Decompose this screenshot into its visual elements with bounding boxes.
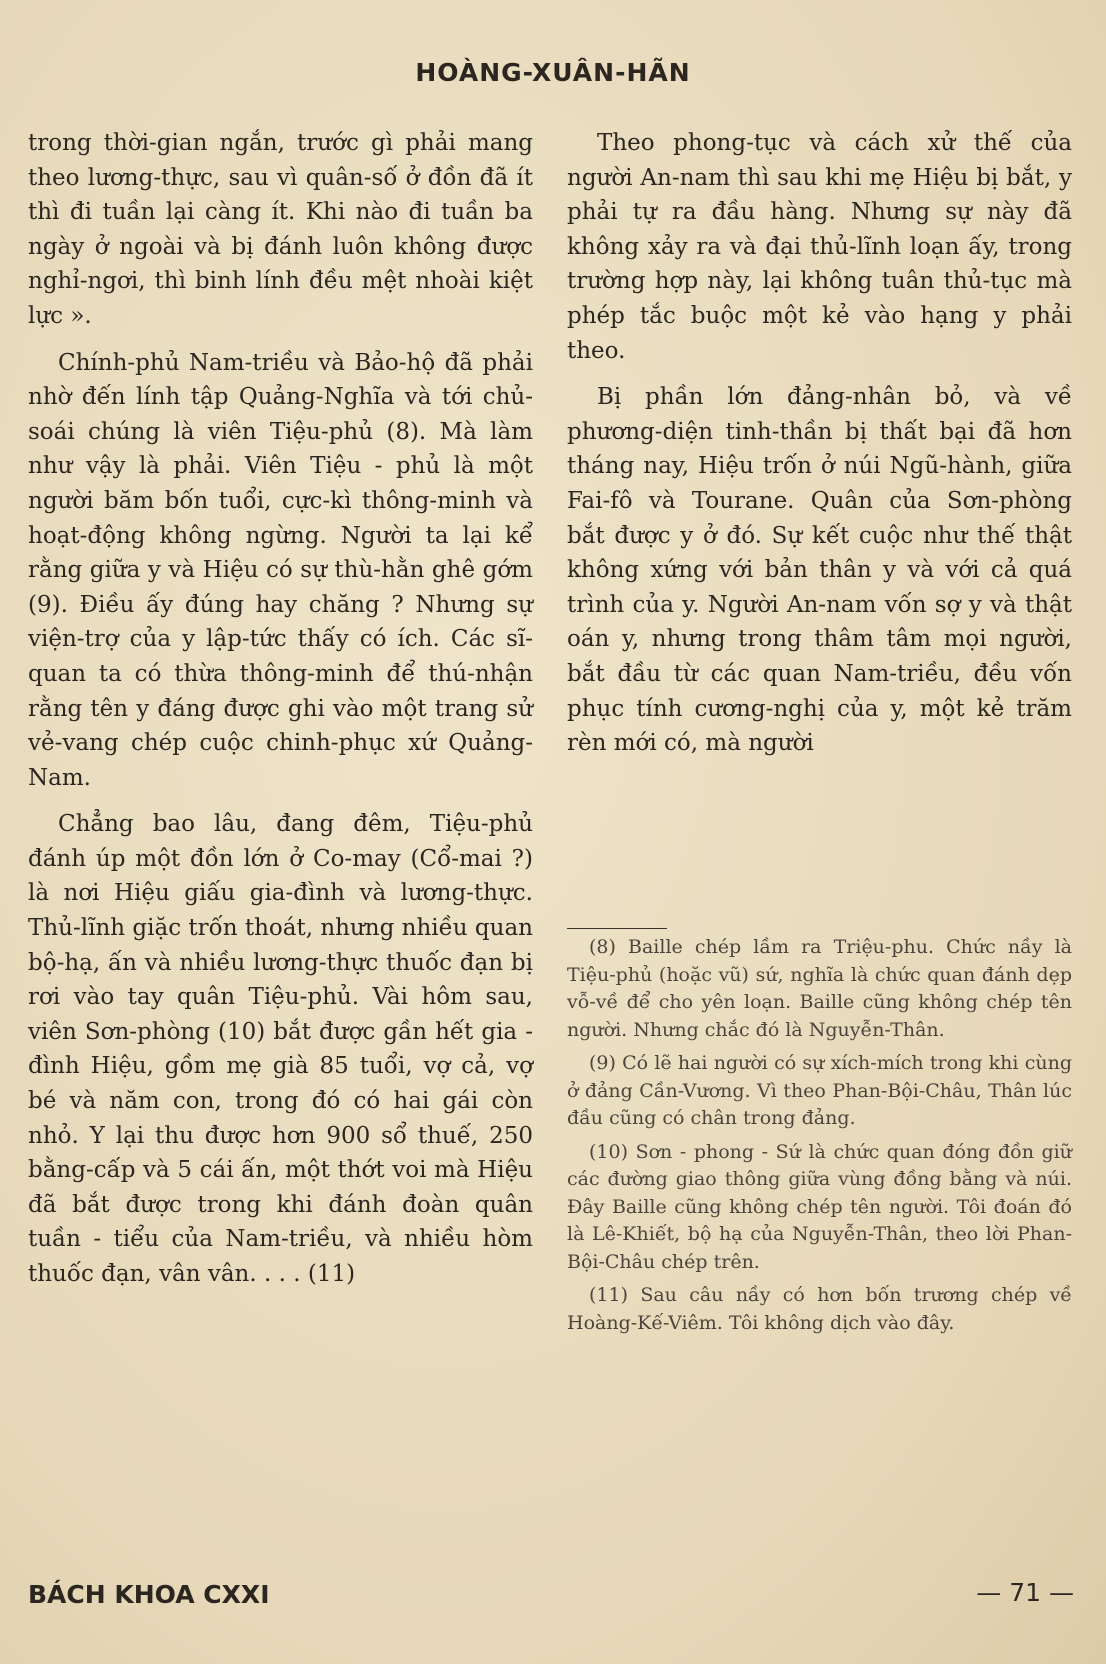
left-paragraph-3: Chẳng bao lâu, đang đêm, Tiệu-phủ đánh úp một đồn lớn ở Co-may (Cổ-mai ?) là nơi Hiệu giấu gia-đình và lương-thực. Thủ-lĩnh giặc trốn thoát, nhưng nhiều quan bộ-hạ, ấn và nhiều lương-thực thuốc đạn bị rơi vào tay quân Tiệu-phủ. Vài hôm sau, viên Sơn-phòng (10) bắt được gần hết gia - đình Hiệu, gồm mẹ già 85 tuổi, vợ cả, vợ bé và năm con, trong đó có hai gái còn nhỏ. Y lại thu được hơn 900 sổ thuế, 250 bằng-cấp và 5 cái ấn, một thớt voi mà Hiệu đã bắt được trong khi đánh đoàn quân tuần - tiểu của Nam-triều, và nhiều hòm thuốc đạn, vân vân. . . . (11) xyxy=(28,811,533,1287)
footnote-10: (10) Sơn - phong - Sứ là chức quan đóng đồn giữ các đường giao thông giữa vùng đồng bằng và núi. Đây Baille cũng không chép tên người. Tôi đoán đó là Lê-Khiết, bộ hạ của Nguyễn-Thân, theo lời Phan-Bội-Châu chép trên. xyxy=(567,1140,1072,1273)
footnotes xyxy=(567,934,1072,1343)
footnote-8: (8) Baille chép lầm ra Triệu-phu. Chức nầy là Tiệu-phủ (hoặc vũ) sứ, nghĩa là chức quan đánh dẹp vỗ-về để cho yên loạn. Baille cũng không chép tên người. Nhưng chắc đó là Nguyễn-Thân. xyxy=(567,936,1072,1041)
left-column xyxy=(28,126,533,1304)
page-header-title: HOÀNG-XUÂN-HÃN xyxy=(415,58,691,87)
footnote-divider xyxy=(567,928,667,929)
left-paragraph-2: Chính-phủ Nam-triều và Bảo-hộ đã phải nhờ đến lính tập Quảng-Nghĩa và tới chủ-soái chúng là viên Tiệu-phủ (8). Mà làm như vậy là phải. Viên Tiệu - phủ là một người băm bốn tuổi, cực-kì thông-minh và hoạt-động không ngừng. Người ta lại kể rằng giữa y và Hiệu có sự thù-hằn ghê gớm (9). Điều ấy đúng hay chăng ? Nhưng sự viện-trợ của y lập-tức thấy có ích. Các sĩ-quan ta có thừa thông-minh để thú-nhận rằng tên y đáng được ghi vào một trang sử vẻ-vang chép cuộc chinh-phục xứ Quảng-Nam. xyxy=(28,349,533,791)
right-paragraph-1: Theo phong-tục và cách xử thế của người An-nam thì sau khi mẹ Hiệu bị bắt, y phải tự ra đầu hàng. Nhưng sự này đã không xảy ra và đại thủ-lĩnh loạn ấy, trong trường hợp này, lại không tuân thủ-tục mà phép tắc buộc một kẻ vào hạng y phải theo. xyxy=(567,130,1072,364)
right-paragraph-2: Bị phần lớn đảng-nhân bỏ, và về phương-diện tinh-thần bị thất bại đã hơn tháng nay, Hiệu trốn ở núi Ngũ-hành, giữa Fai-fô và Tourane. Quân của Sơn-phòng bắt được y ở đó. Sự kết cuộc như thế thật không xứng với bản thân y và với cả quá trình của y. Người An-nam vốn sợ y và thật oán y, nhưng trong thâm tâm mọi người, bắt đầu từ các quan Nam-triều, đều vốn phục tính cương-nghị của y, một kẻ trăm rèn mới có, mà người xyxy=(567,384,1072,757)
footnote-11: (11) Sau câu nầy có hơn bốn trương chép về Hoàng-Kế-Viêm. Tôi không dịch vào đây. xyxy=(567,1284,1072,1334)
publication-name: BÁCH KHOA CXXI xyxy=(28,1580,270,1609)
page-number: — 71 — xyxy=(976,1578,1074,1607)
left-paragraph-1: trong thời-gian ngắn, trước gì phải mang theo lương-thực, sau vì quân-số ở đồn đã ít thì đi tuần lại càng ít. Khi nào đi tuần ba ngày ở ngoài và bị đánh luôn không được nghỉ-ngơi, thì binh lính đều mệt nhoài kiệt lực ». xyxy=(28,130,533,329)
right-column xyxy=(567,126,1072,773)
footnote-9: (9) Có lẽ hai người có sự xích-mích trong khi cùng ở đảng Cần-Vương. Vì theo Phan-Bội-Châu, Thân lúc đầu cũng có chân trong đảng. xyxy=(567,1052,1072,1129)
